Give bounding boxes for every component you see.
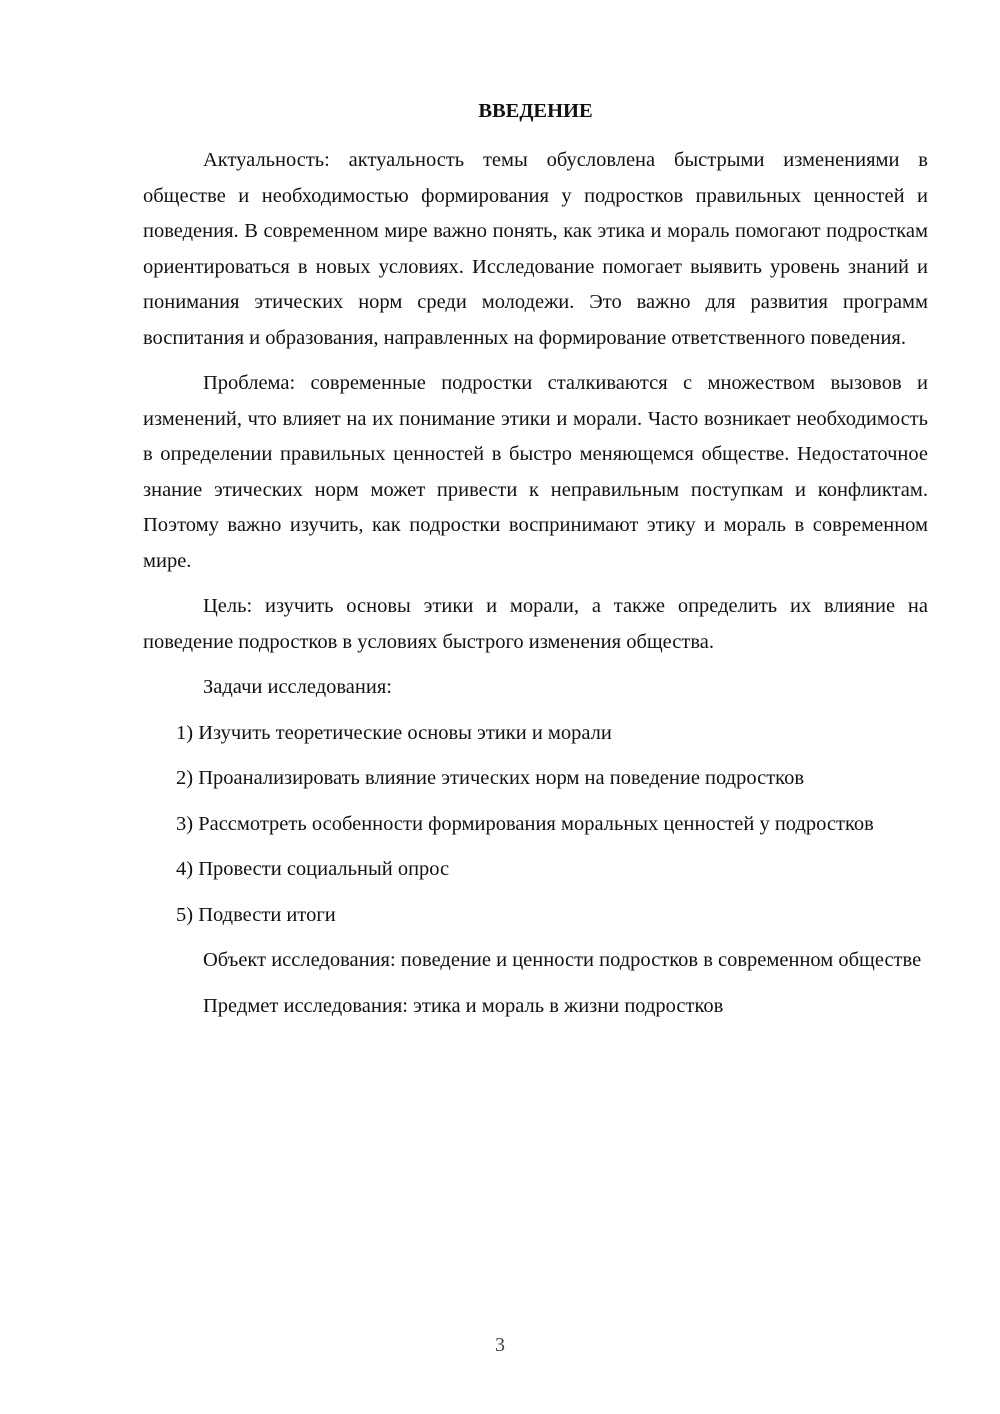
relevance-paragraph: Актуальность: актуальность темы обусловлена быстрыми изменениями в обществе и необходимостью формирования у подростков правильных ценностей и поведения. В современном мире важно понять, как этика и мораль помогают подросткам ориентироваться в новых условиях. Исследование помогает выявить уровень знаний и понимания этических норм среди молодежи. Это важно для развития программ воспитания и образования, направленных на формирование ответственного поведения. — [143, 149, 928, 349]
task-item: 1) Изучить теоретические основы этики и морали — [176, 721, 612, 744]
page-content — [143, 95, 928, 1034]
task-item: 4) Провести социальный опрос — [176, 858, 450, 880]
object-paragraph: Объект исследования: поведение и ценности подростков в современном обществе — [203, 949, 922, 971]
task-item: 3) Рассмотреть особенности формирования моральных ценностей у подростков — [176, 812, 874, 835]
page-number: 3 — [495, 1334, 505, 1356]
tasks-heading: Задачи исследования: — [203, 676, 392, 698]
subject-paragraph: Предмет исследования: этика и мораль в жизни подростков — [203, 994, 724, 1017]
task-item: 5) Подвести итоги — [176, 903, 336, 926]
goal-paragraph: Цель: изучить основы этики и морали, а также определить их влияние на поведение подростков в условиях быстрого изменения общества. — [143, 595, 928, 653]
section-title: ВВЕДЕНИЕ — [478, 100, 593, 122]
task-item: 2) Проанализировать влияние этических норм на поведение подростков — [176, 767, 805, 789]
problem-paragraph: Проблема: современные подростки сталкиваются с множеством вызовов и изменений, что влияет на их понимание этики и морали. Часто возникает необходимость в определении правильных ценностей в быстро меняющемся обществе. Недостаточное знание этических норм может привести к неправильным поступкам и конфликтам. Поэтому важно изучить, как подростки воспринимают этику и мораль в современном мире. — [143, 372, 928, 572]
